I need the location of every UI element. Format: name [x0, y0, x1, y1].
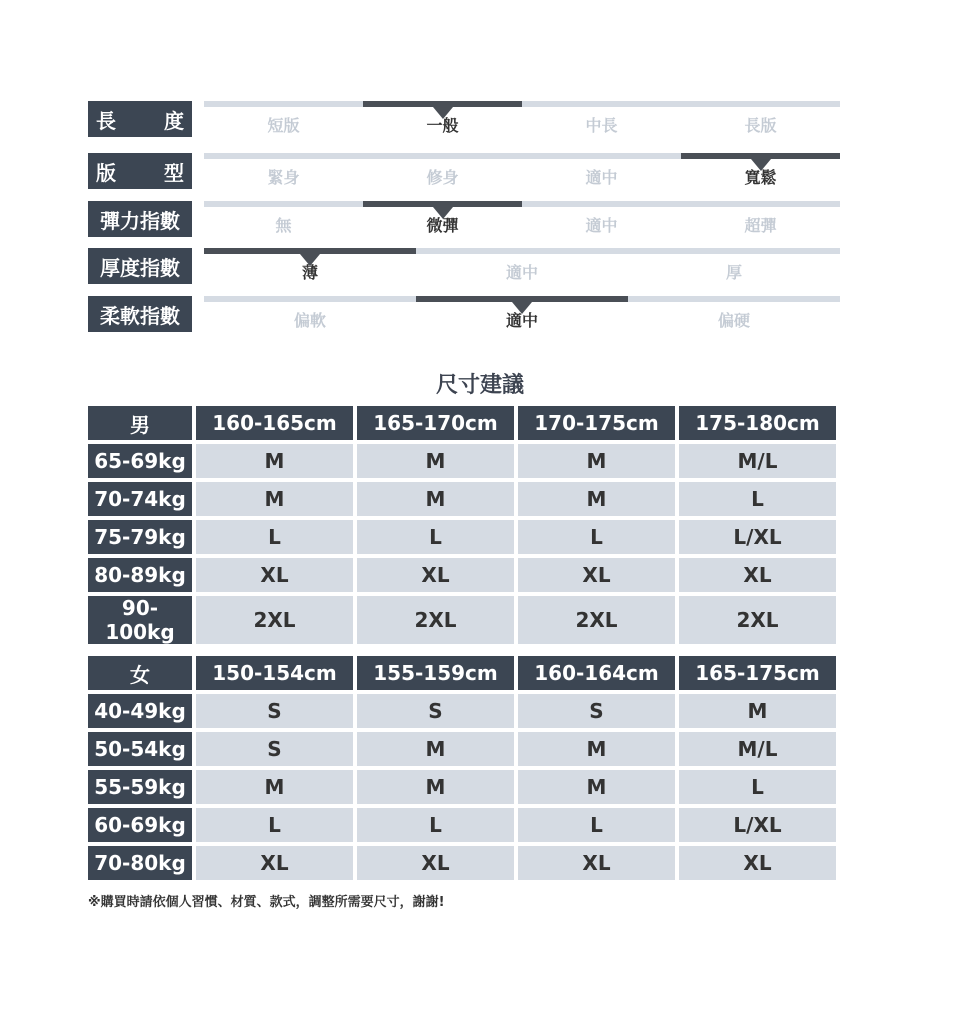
- size-cell: M: [357, 482, 514, 516]
- weight-label: 80-89kg: [88, 558, 192, 592]
- size-cell: M: [518, 482, 675, 516]
- attribute-option: 短版: [267, 116, 300, 135]
- size-cell: L: [518, 520, 675, 554]
- size-cell: S: [196, 732, 353, 766]
- size-cell: XL: [357, 846, 514, 880]
- weight-label: 40-49kg: [88, 694, 192, 728]
- attribute-option: 適中: [505, 263, 538, 282]
- weight-label: 75-79kg: [88, 520, 192, 554]
- attribute-option: 無: [275, 216, 292, 235]
- height-header: 155-159cm: [357, 656, 514, 690]
- table-row: [88, 694, 836, 728]
- size-cell: M: [357, 444, 514, 478]
- table-row: [88, 596, 836, 644]
- height-header: 165-175cm: [679, 656, 836, 690]
- weight-label: 60-69kg: [88, 808, 192, 842]
- table-row: [88, 444, 836, 478]
- table-row: [88, 482, 836, 516]
- size-cell: 2XL: [357, 596, 514, 644]
- size-cell: XL: [357, 558, 514, 592]
- size-cell: L: [679, 770, 836, 804]
- size-cell: L: [196, 520, 353, 554]
- weight-label: 65-69kg: [88, 444, 192, 478]
- table-row: [88, 846, 836, 880]
- size-cell: L: [357, 808, 514, 842]
- attribute-option: 長版: [744, 116, 777, 135]
- height-header: 165-170cm: [357, 406, 514, 440]
- weight-label: 55-59kg: [88, 770, 192, 804]
- attribute-option: 寬鬆: [744, 168, 777, 187]
- attribute-row: [88, 153, 840, 189]
- size-cell: S: [357, 694, 514, 728]
- height-header: 175-180cm: [679, 406, 836, 440]
- attribute-scale-bar: [204, 201, 840, 207]
- size-cell: M: [196, 482, 353, 516]
- height-header: 160-164cm: [518, 656, 675, 690]
- size-cell: M: [196, 770, 353, 804]
- attribute-option: 修身: [426, 168, 459, 187]
- size-cell: XL: [196, 558, 353, 592]
- attribute-label-char: 度: [164, 108, 184, 133]
- attribute-option: 適中: [585, 216, 618, 235]
- size-cell: M: [357, 732, 514, 766]
- table-row: [88, 808, 836, 842]
- size-cell: S: [196, 694, 353, 728]
- attribute-row: [88, 101, 840, 137]
- size-cell: M/L: [679, 732, 836, 766]
- size-cell: 2XL: [518, 596, 675, 644]
- size-cell: L: [196, 808, 353, 842]
- attribute-option: 偏軟: [293, 311, 326, 330]
- size-title: 尺寸建議: [435, 373, 524, 398]
- attribute-label: 柔軟指數: [88, 296, 192, 332]
- table-row: [88, 520, 836, 554]
- table-header-row: [88, 656, 836, 690]
- size-cell: M: [518, 732, 675, 766]
- attribute-scale-bar: [204, 101, 840, 107]
- size-cell: M: [357, 770, 514, 804]
- attribute-label: 厚度指數: [88, 248, 192, 284]
- size-table-men: [84, 402, 840, 648]
- size-cell: M: [196, 444, 353, 478]
- attribute-label-char: 長: [96, 108, 116, 133]
- table-row: [88, 732, 836, 766]
- attribute-option: 薄: [301, 263, 318, 282]
- table-row: [88, 770, 836, 804]
- size-cell: L/XL: [679, 808, 836, 842]
- size-cell: M: [518, 444, 675, 478]
- attribute-label: [88, 153, 192, 189]
- size-cell: L: [357, 520, 514, 554]
- attribute-label-char: 版: [96, 160, 116, 185]
- weight-label: 90-100kg: [88, 596, 192, 644]
- attribute-option: 微彈: [426, 216, 459, 235]
- weight-label: 70-74kg: [88, 482, 192, 516]
- gender-label: 男: [88, 406, 192, 440]
- attribute-label-char: 型: [164, 160, 184, 185]
- table-header-row: [88, 406, 836, 440]
- size-cell: XL: [518, 558, 675, 592]
- size-cell: M/L: [679, 444, 836, 478]
- table-row: [88, 558, 836, 592]
- size-cell: M: [518, 770, 675, 804]
- gender-label: 女: [88, 656, 192, 690]
- size-cell: 2XL: [196, 596, 353, 644]
- size-cell: XL: [679, 558, 836, 592]
- attribute-option: 緊身: [267, 168, 300, 187]
- attribute-row: [88, 201, 840, 237]
- attribute-option: 超彈: [744, 216, 777, 235]
- weight-label: 70-80kg: [88, 846, 192, 880]
- attribute-option: 適中: [585, 168, 618, 187]
- attribute-option: 一般: [426, 116, 459, 135]
- attribute-row: [88, 248, 840, 284]
- height-header: 150-154cm: [196, 656, 353, 690]
- size-cell: S: [518, 694, 675, 728]
- attribute-label: 彈力指數: [88, 201, 192, 237]
- attribute-option: 厚: [725, 263, 742, 282]
- size-cell: XL: [196, 846, 353, 880]
- size-cell: L: [518, 808, 675, 842]
- purchase-note: ※購買時請依個人習慣、材質、款式，調整所需要尺寸，謝謝!: [88, 895, 445, 910]
- weight-label: 50-54kg: [88, 732, 192, 766]
- height-header: 160-165cm: [196, 406, 353, 440]
- height-header: 170-175cm: [518, 406, 675, 440]
- size-cell: L/XL: [679, 520, 836, 554]
- size-cell: XL: [518, 846, 675, 880]
- size-table-women: [84, 652, 840, 884]
- size-cell: M: [679, 694, 836, 728]
- attribute-option: 中長: [585, 116, 618, 135]
- size-cell: XL: [679, 846, 836, 880]
- size-cell: 2XL: [679, 596, 836, 644]
- attribute-row: [88, 296, 840, 332]
- size-cell: L: [679, 482, 836, 516]
- attribute-option: 偏硬: [717, 311, 750, 330]
- attribute-option: 適中: [505, 311, 538, 330]
- attribute-label: [88, 101, 192, 137]
